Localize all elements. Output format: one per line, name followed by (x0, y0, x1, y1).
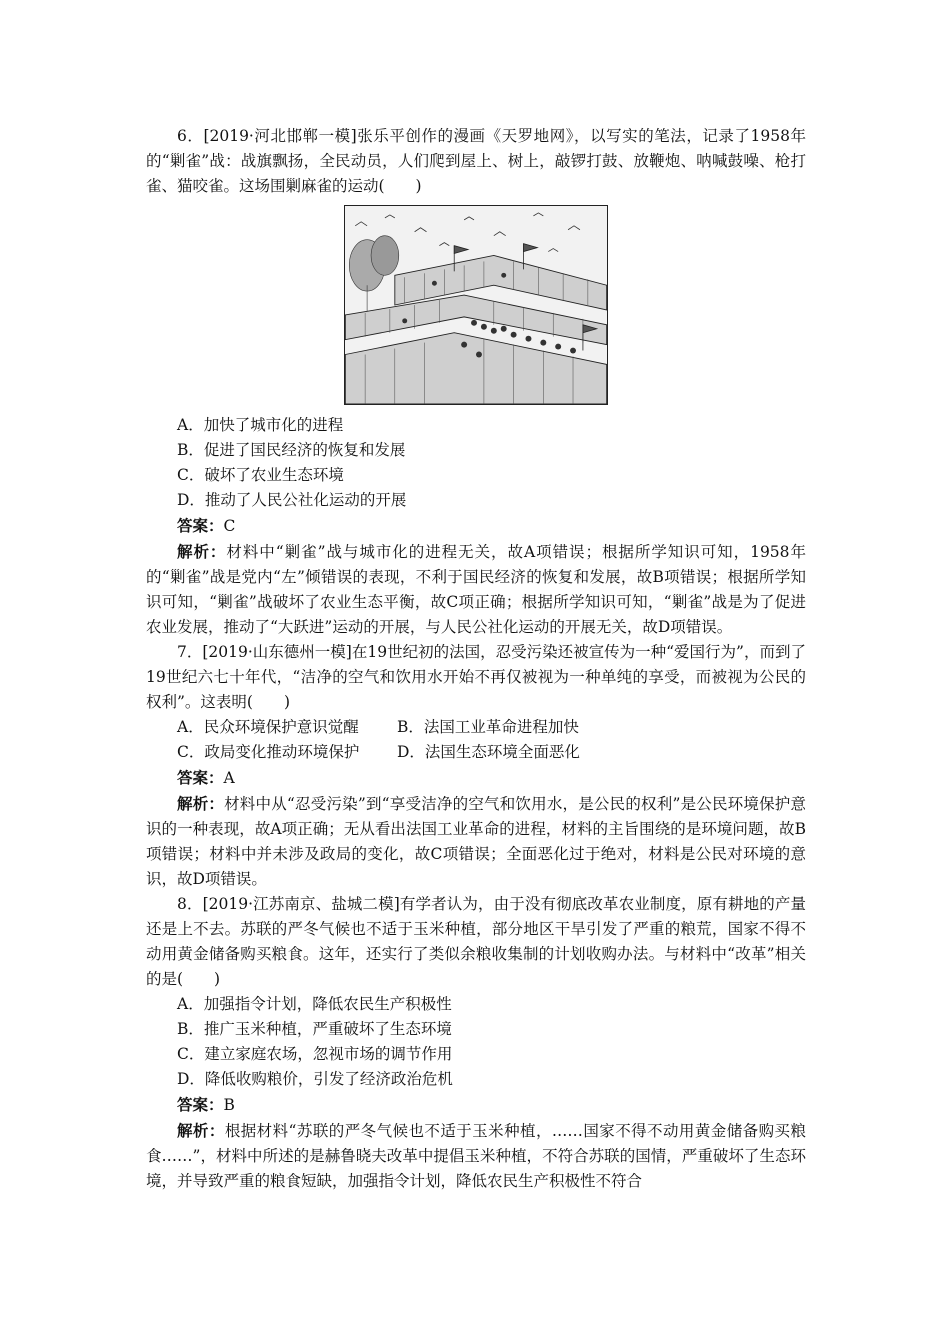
q8-option-d: D．降低收购粮价，引发了经济政治危机 (177, 1070, 453, 1088)
q7-option-b: B．法国工业革命进程加快 (397, 718, 579, 736)
q6-option-d: D．推动了人民公社化运动的开展 (177, 491, 407, 509)
q7-analysis-label: 解析： (177, 794, 225, 813)
q8-answer-label: 答案： (177, 1095, 224, 1114)
q7-option-a: A．民众环境保护意识觉醒 (177, 718, 359, 736)
q8-stem: 8．[2019·江苏南京、盐城二模]有学者认为，由于没有彻底改革农业制度，原有耕地的产量还是上不去。苏联的严冬气候也不适于玉米种植，部分地区干旱引发了严重的粮荒，国家不得不动用黄金储备购买粮食。这年，还实行了类似余粮收集制的计划收购办法。与材料中“改革”相关的是( ) (146, 895, 806, 988)
document-content (146, 124, 806, 1194)
q7-options-row-2 (146, 740, 806, 765)
q8-analysis-label: 解析： (177, 1121, 225, 1140)
q8-answer-value: B (223, 1096, 235, 1114)
q8-option-b: B．推广玉米种植，严重破坏了生态环境 (177, 1020, 452, 1038)
q6-analysis (146, 539, 806, 640)
q6-analysis-label: 解析： (177, 542, 227, 561)
q6-option-b: B．促进了国民经济的恢复和发展 (177, 441, 406, 459)
q7-answer-value: A (223, 769, 235, 787)
q6-option-c: C．破坏了农业生态环境 (177, 466, 344, 484)
q7-option-d: D．法国生态环境全面恶化 (397, 743, 580, 761)
q8-answer (146, 1092, 806, 1118)
q7-options-row-1 (146, 715, 806, 740)
q8-option-c: C．建立家庭农场，忽视市场的调节作用 (177, 1045, 453, 1063)
q6-stem: 6．[2019·河北邯郸一模]张乐平创作的漫画《天罗地网》，以写实的笔法，记录了1958年的“剿雀”战：战旗飘扬，全民动员，人们爬到屋上、树上，敲锣打鼓、放鞭炮、呐喊鼓噪、枪打雀、猫咬雀。这场围剿麻雀的运动( ) (146, 127, 806, 195)
q8-analysis (146, 1118, 806, 1194)
q8-option-a: A．加强指令计划，降低农民生产积极性 (177, 995, 452, 1013)
q7-answer-label: 答案： (177, 768, 224, 787)
q6-option-a: A．加快了城市化的进程 (177, 416, 344, 434)
q7-option-c: C．政局变化推动环境保护 (177, 743, 360, 761)
q8-analysis-text: 根据材料“苏联的严冬气候也不适于玉米种植，……国家不得不动用黄金储备购买粮食……”，材料中所述的是赫鲁晓夫改革中提倡玉米种植，不符合苏联的国情，严重破坏了生态环境，并导致严重的粮食短缺，加强指令计划，降低农民生产积极性不符合 (146, 1122, 806, 1190)
q6-answer (146, 513, 806, 539)
q7-analysis-text: 材料中从“忍受污染”到“享受洁净的空气和饮用水，是公民的权利”是公民环境保护意识的一种表现，故A项正确；无从看出法国工业革命的进程，材料的主旨围绕的是环境问题，故B项错误；材料中并未涉及政局的变化，故C项错误；全面恶化过于绝对，材料是公民对环境的意识，故D项错误。 (146, 795, 806, 888)
q7-answer (146, 765, 806, 791)
q7-analysis (146, 791, 806, 892)
q7-stem: 7．[2019·山东德州一模]在19世纪初的法国，忍受污染还被宣传为一种“爱国行为”，而到了19世纪六七十年代，“洁净的空气和饮用水开始不再仅被视为一种单纯的享受，而被视为公民的权利”。这表明( ) (146, 643, 806, 711)
q6-answer-value: C (223, 517, 236, 535)
q6-analysis-text: 材料中“剿雀”战与城市化的进程无关，故A项错误；根据所学知识可知，1958年的“剿雀”战是党内“左”倾错误的表现，不利于国民经济的恢复和发展，故B项错误；根据所学知识可知，“剿雀”战破坏了农业生态平衡，故C项正确；根据所学知识可知，“剿雀”战是为了促进农业发展，推动了“大跃进”运动的开展，与人民公社化运动的开展无关，故D项错误。 (146, 543, 806, 636)
q6-answer-label: 答案： (177, 516, 224, 535)
cartoon-illustration (344, 205, 608, 405)
